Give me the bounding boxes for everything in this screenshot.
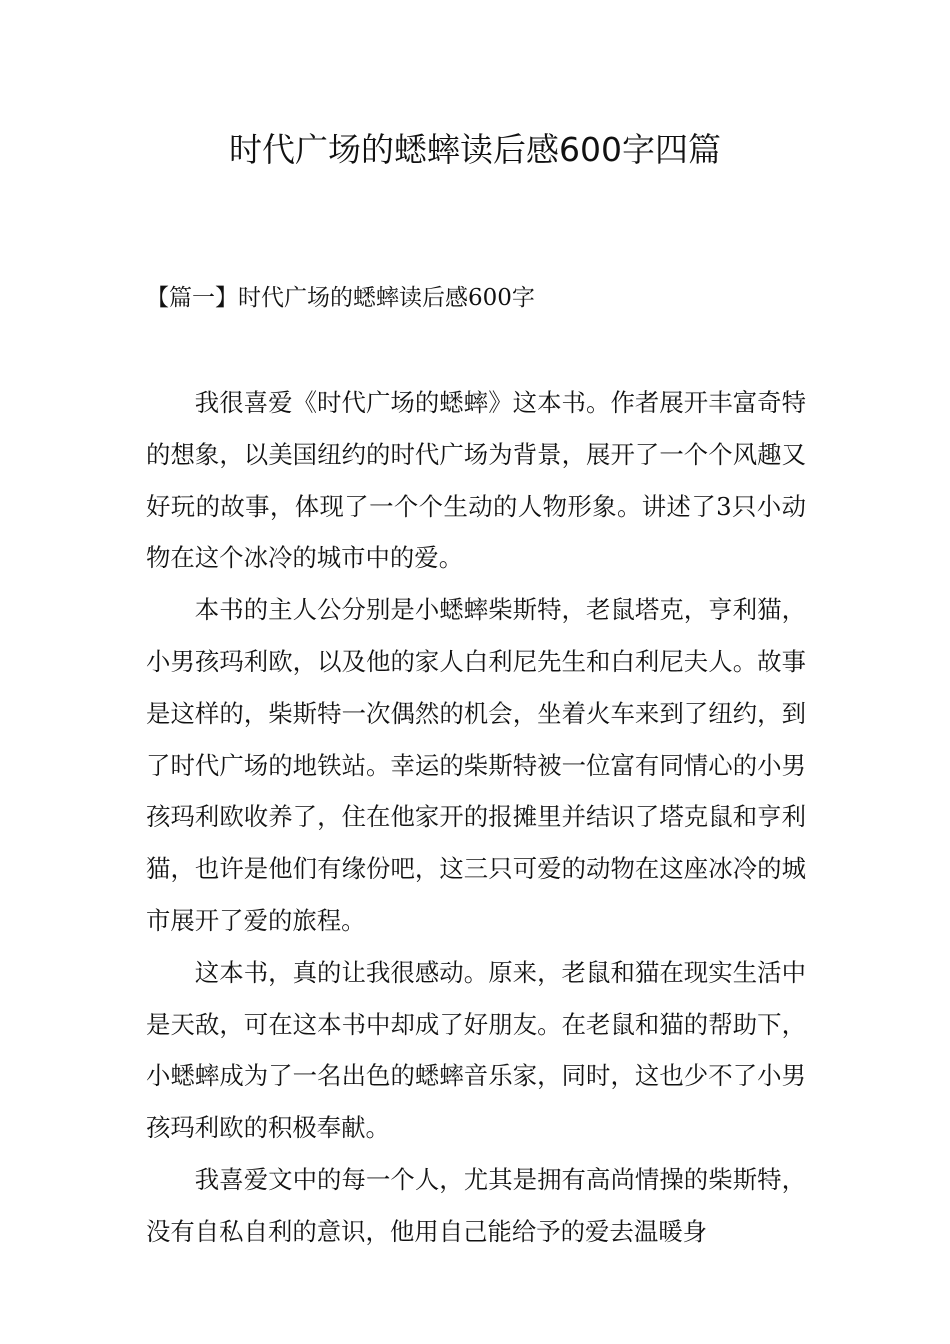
document-title: 时代广场的蟋蟀读后感600字四篇	[229, 130, 721, 169]
paragraph-4: 我喜爱文中的每一个人，尤其是拥有高尚情操的柴斯特，没有自私自利的意识，他用自己能给予的爱去温暖身	[146, 1164, 806, 1246]
section-heading: 【篇一】时代广场的蟋蟀读后感600字	[146, 285, 535, 311]
paragraph-3: 这本书，真的让我很感动。原来，老鼠和猫在现实生活中是天敌，可在这本书中却成了好朋友。在老鼠和猫的帮助下，小蟋蟀成为了一名出色的蟋蟀音乐家，同时，这也少不了小男孩玛利欧的积极奉献。	[146, 957, 806, 1143]
paragraph-2: 本书的主人公分别是小蟋蟀柴斯特，老鼠塔克，亨利猫，小男孩玛利欧，以及他的家人白利尼先生和白利尼夫人。故事是这样的，柴斯特一次偶然的机会，坐着火车来到了纽约，到了时代广场的地铁站。幸运的柴斯特被一位富有同情心的小男孩玛利欧收养了，住在他家开的报摊里并结识了塔克鼠和亨利猫，也许是他们有缘份吧，这三只可爱的动物在这座冰冷的城市展开了爱的旅程。	[146, 595, 806, 935]
paragraph-1: 我很喜爱《时代广场的蟋蟀》这本书。作者展开丰富奇特的想象，以美国纽约的时代广场为背景，展开了一个个风趣又好玩的故事，体现了一个个生动的人物形象。讲述了3只小动物在这个冰冷的城市中的爱。	[146, 388, 806, 573]
body-text	[146, 377, 806, 1258]
